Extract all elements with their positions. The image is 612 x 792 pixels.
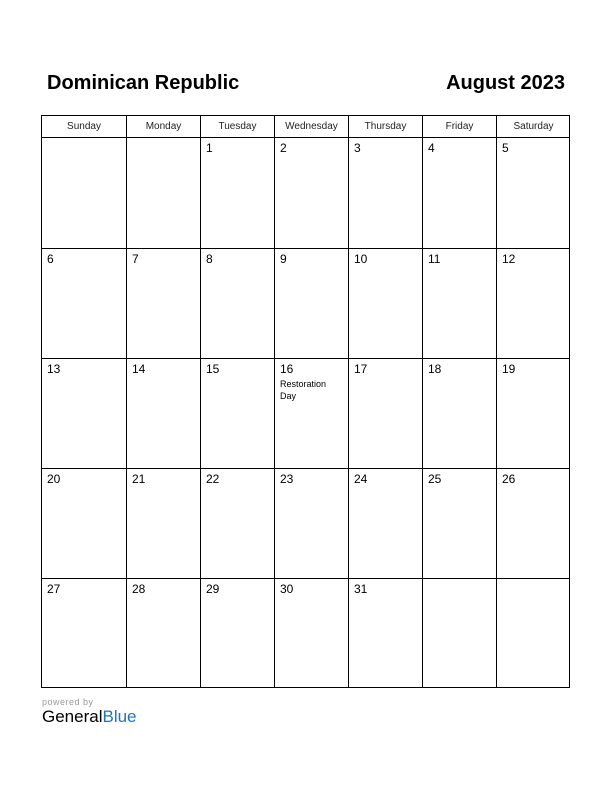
day-cell: [349, 249, 423, 359]
weekday-header-friday: Friday: [423, 116, 497, 138]
footer-logo: [42, 697, 137, 727]
weekday-header-saturday: Saturday: [497, 116, 570, 138]
day-cell: [275, 579, 349, 688]
day-cell: [42, 249, 127, 359]
day-number: 6: [47, 252, 54, 266]
day-number: 27: [47, 582, 61, 596]
brand-blue: Blue: [102, 707, 137, 726]
weekday-header-tuesday: Tuesday: [201, 116, 275, 138]
day-number: 30: [280, 582, 294, 596]
weekday-header-monday: Monday: [127, 116, 201, 138]
day-number: 10: [354, 252, 368, 266]
day-number: 5: [502, 141, 509, 155]
day-cell: [42, 469, 127, 579]
day-number: 23: [280, 472, 294, 486]
day-number: 15: [206, 362, 220, 376]
day-number: 24: [354, 472, 368, 486]
brand-name: [42, 707, 137, 727]
day-cell: [275, 469, 349, 579]
weekday-header-thursday: Thursday: [349, 116, 423, 138]
day-number: 7: [132, 252, 139, 266]
day-cell: [275, 359, 349, 469]
day-number: 31: [354, 582, 368, 596]
day-number: 19: [502, 362, 516, 376]
day-cell: [127, 579, 201, 688]
day-number: 20: [47, 472, 61, 486]
day-cell: [423, 138, 497, 249]
day-number: 25: [428, 472, 442, 486]
day-cell: [275, 249, 349, 359]
day-cell: [127, 469, 201, 579]
day-cell: [497, 249, 570, 359]
day-number: 14: [132, 362, 146, 376]
day-cell: [201, 579, 275, 688]
day-cell: [201, 138, 275, 249]
day-cell: [497, 138, 570, 249]
weekday-header-wednesday: Wednesday: [275, 116, 349, 138]
day-cell: [349, 138, 423, 249]
day-number: 17: [354, 362, 368, 376]
day-cell: [423, 469, 497, 579]
day-number: 16: [280, 362, 294, 376]
empty-cell: [423, 579, 497, 688]
holiday-label: Restoration Day: [280, 379, 327, 401]
day-number: 9: [280, 252, 287, 266]
day-number: 12: [502, 252, 516, 266]
day-number: 29: [206, 582, 220, 596]
day-cell: [349, 579, 423, 688]
weekday-header-sunday: Sunday: [42, 116, 127, 138]
day-number: 4: [428, 141, 435, 155]
day-cell: [127, 359, 201, 469]
empty-cell: [42, 138, 127, 249]
day-cell: [42, 359, 127, 469]
calendar-grid: [41, 115, 570, 688]
day-number: 3: [354, 141, 361, 155]
day-number: 18: [428, 362, 442, 376]
day-number: 11: [428, 252, 441, 266]
day-cell: [423, 359, 497, 469]
day-number: 1: [206, 141, 213, 155]
empty-cell: [127, 138, 201, 249]
day-number: 13: [47, 362, 61, 376]
powered-by-text: powered by: [42, 697, 94, 707]
day-number: 28: [132, 582, 146, 596]
day-cell: [201, 359, 275, 469]
day-cell: [349, 469, 423, 579]
day-number: 21: [132, 472, 146, 486]
day-number: 8: [206, 252, 213, 266]
day-cell: [497, 359, 570, 469]
day-cell: [423, 249, 497, 359]
day-cell: [201, 249, 275, 359]
day-number: 22: [206, 472, 220, 486]
day-cell: [201, 469, 275, 579]
empty-cell: [497, 579, 570, 688]
day-cell: [497, 469, 570, 579]
brand-general: General: [42, 707, 103, 726]
day-cell: [349, 359, 423, 469]
country-title: Dominican Republic: [47, 72, 240, 94]
day-cell: [127, 249, 201, 359]
day-number: 26: [502, 472, 516, 486]
day-number: 2: [280, 141, 287, 155]
day-cell: [275, 138, 349, 249]
month-title: August 2023: [446, 72, 565, 94]
day-cell: [42, 579, 127, 688]
